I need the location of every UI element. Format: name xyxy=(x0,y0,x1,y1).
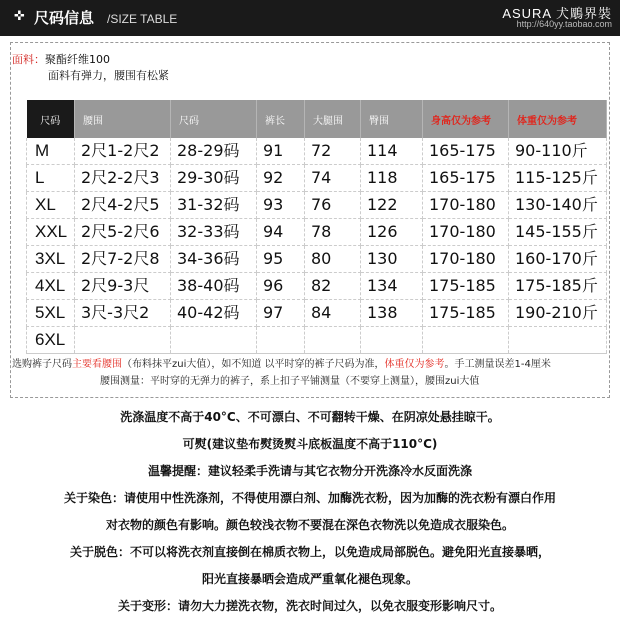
table-cell: 31-32码 xyxy=(171,192,257,219)
table-cell: 190-210斤 xyxy=(509,300,607,327)
table-cell: 38-40码 xyxy=(171,273,257,300)
table-row xyxy=(27,192,607,219)
size-cell: XXL xyxy=(27,219,75,246)
table-cell: 122 xyxy=(361,192,423,219)
size-cell: 6XL xyxy=(27,327,75,354)
table-cell: 165-175 xyxy=(423,165,509,192)
material-note: 面料有弹力，腰围有松紧 xyxy=(48,69,169,82)
table-cell: 170-180 xyxy=(423,246,509,273)
note-text: （布料抹平zui大值），如不知道 以平时穿的裤子尺码为准， xyxy=(122,359,385,370)
table-cell: 80 xyxy=(305,246,361,273)
header-bar xyxy=(0,0,620,36)
table-cell: 32-33码 xyxy=(171,219,257,246)
table-cell: 3尺-3尺2 xyxy=(75,300,171,327)
table-cell: 118 xyxy=(361,165,423,192)
care-line: 洗涤温度不高于40°C、不可漂白、不可翻转干燥、在阴凉处悬挂晾干。 xyxy=(120,410,500,424)
shop-url: http://640yy.taobao.com xyxy=(516,19,612,29)
care-line: 温馨提醒：建议轻柔手洗请与其它衣物分开洗涤冷水反面洗涤 xyxy=(147,464,472,478)
column-header: 腰围 xyxy=(75,100,171,138)
table-cell: 2尺4-2尺5 xyxy=(75,192,171,219)
table-cell xyxy=(361,327,423,354)
table-cell: 93 xyxy=(257,192,305,219)
table-cell: 175-185斤 xyxy=(509,273,607,300)
care-line: 可熨(建议垫布熨烫熨斗底板温度不高于110°C) xyxy=(182,437,438,451)
table-cell: 95 xyxy=(257,246,305,273)
table-cell: 115-125斤 xyxy=(509,165,607,192)
note-highlight: 主要看腰围 xyxy=(72,359,122,370)
table-cell: 138 xyxy=(361,300,423,327)
table-cell: 29-30码 xyxy=(171,165,257,192)
table-cell xyxy=(509,327,607,354)
care-line: 阳光直接暴晒会造成严重氧化褪色现象。 xyxy=(201,572,418,586)
measurement-note xyxy=(12,356,612,390)
table-cell: 82 xyxy=(305,273,361,300)
table-cell: 130 xyxy=(361,246,423,273)
column-header: 体重仅为参考 xyxy=(509,100,607,138)
table-cell: 2尺5-2尺6 xyxy=(75,219,171,246)
material-label: 面料： xyxy=(12,53,45,66)
note-text: 选购裤子尺码 xyxy=(12,359,72,370)
crosshair-icon: ✜ xyxy=(14,9,25,24)
table-cell: 2尺9-3尺 xyxy=(75,273,171,300)
table-cell: 160-170斤 xyxy=(509,246,607,273)
size-cell: XL xyxy=(27,192,75,219)
page-title: 尺码信息 xyxy=(34,9,95,27)
table-cell: 72 xyxy=(305,138,361,165)
table-cell: 2尺1-2尺2 xyxy=(75,138,171,165)
note-text: 。手工测量误差1-4厘米 xyxy=(444,359,551,370)
table-cell: 91 xyxy=(257,138,305,165)
column-header: 臀围 xyxy=(361,100,423,138)
table-cell: 84 xyxy=(305,300,361,327)
column-header: 身高仅为参考 xyxy=(423,100,509,138)
page-subtitle: /SIZE TABLE xyxy=(107,12,178,26)
table-cell xyxy=(257,327,305,354)
care-line: 关于脱色：不可以将洗衣剂直接倒在棉质衣物上，以免造成局部脱色。避免阳光直接暴晒， xyxy=(69,545,550,559)
table-row xyxy=(27,246,607,273)
table-cell: 134 xyxy=(361,273,423,300)
table-cell: 28-29码 xyxy=(171,138,257,165)
table-row xyxy=(27,273,607,300)
care-line: 关于染色：请使用中性洗涤剂，不得使用漂白剂、加酶洗衣粉，因为加酶的洗衣粉有漂白作用 xyxy=(63,491,556,505)
table-cell: 175-185 xyxy=(423,273,509,300)
care-line: 关于变形：请勿大力搓洗衣物，洗衣时间过久，以免衣服变形影响尺寸。 xyxy=(117,599,502,613)
column-header: 尺码 xyxy=(27,100,75,138)
size-cell: 4XL xyxy=(27,273,75,300)
table-cell: 170-180 xyxy=(423,219,509,246)
column-header: 裤长 xyxy=(257,100,305,138)
table-row xyxy=(27,138,607,165)
table-cell: 74 xyxy=(305,165,361,192)
care-instructions xyxy=(0,404,620,620)
table-row xyxy=(27,165,607,192)
table-header-row xyxy=(27,100,607,138)
column-header: 大腿围 xyxy=(305,100,361,138)
size-table xyxy=(26,100,607,354)
table-cell: 2尺2-2尺3 xyxy=(75,165,171,192)
size-cell: M xyxy=(27,138,75,165)
column-header: 尺码 xyxy=(171,100,257,138)
table-cell: 165-175 xyxy=(423,138,509,165)
table-cell: 76 xyxy=(305,192,361,219)
size-cell: 5XL xyxy=(27,300,75,327)
note-highlight: 体重仅为参考 xyxy=(384,359,445,370)
table-cell: 34-36码 xyxy=(171,246,257,273)
table-cell: 78 xyxy=(305,219,361,246)
care-line: 对衣物的颜色有影响。颜色较浅衣物不要混在深色衣物洗以免造成衣服染色。 xyxy=(105,518,514,532)
table-cell: 97 xyxy=(257,300,305,327)
table-cell: 130-140斤 xyxy=(509,192,607,219)
table-cell xyxy=(75,327,171,354)
table-row xyxy=(27,300,607,327)
table-cell: 92 xyxy=(257,165,305,192)
table-cell: 2尺7-2尺8 xyxy=(75,246,171,273)
table-cell: 175-185 xyxy=(423,300,509,327)
table-cell: 94 xyxy=(257,219,305,246)
table-row xyxy=(27,219,607,246)
table-row xyxy=(27,327,607,354)
table-cell xyxy=(423,327,509,354)
table-cell: 170-180 xyxy=(423,192,509,219)
material-info xyxy=(12,52,169,84)
size-cell: 3XL xyxy=(27,246,75,273)
brand-logo-text: ASURA 犬鵰界裝 xyxy=(502,6,612,21)
table-cell: 90-110斤 xyxy=(509,138,607,165)
note-waist-measurement: 腰围测量：平时穿的无弹力的裤子，系上扣子平铺测量（不要穿上测量），腰围zui大值 xyxy=(100,376,480,387)
table-cell: 145-155斤 xyxy=(509,219,607,246)
table-cell: 40-42码 xyxy=(171,300,257,327)
table-cell xyxy=(171,327,257,354)
size-cell: L xyxy=(27,165,75,192)
material-value: 聚酯纤维100 xyxy=(45,53,110,66)
table-cell xyxy=(305,327,361,354)
table-cell: 96 xyxy=(257,273,305,300)
table-cell: 114 xyxy=(361,138,423,165)
table-cell: 126 xyxy=(361,219,423,246)
